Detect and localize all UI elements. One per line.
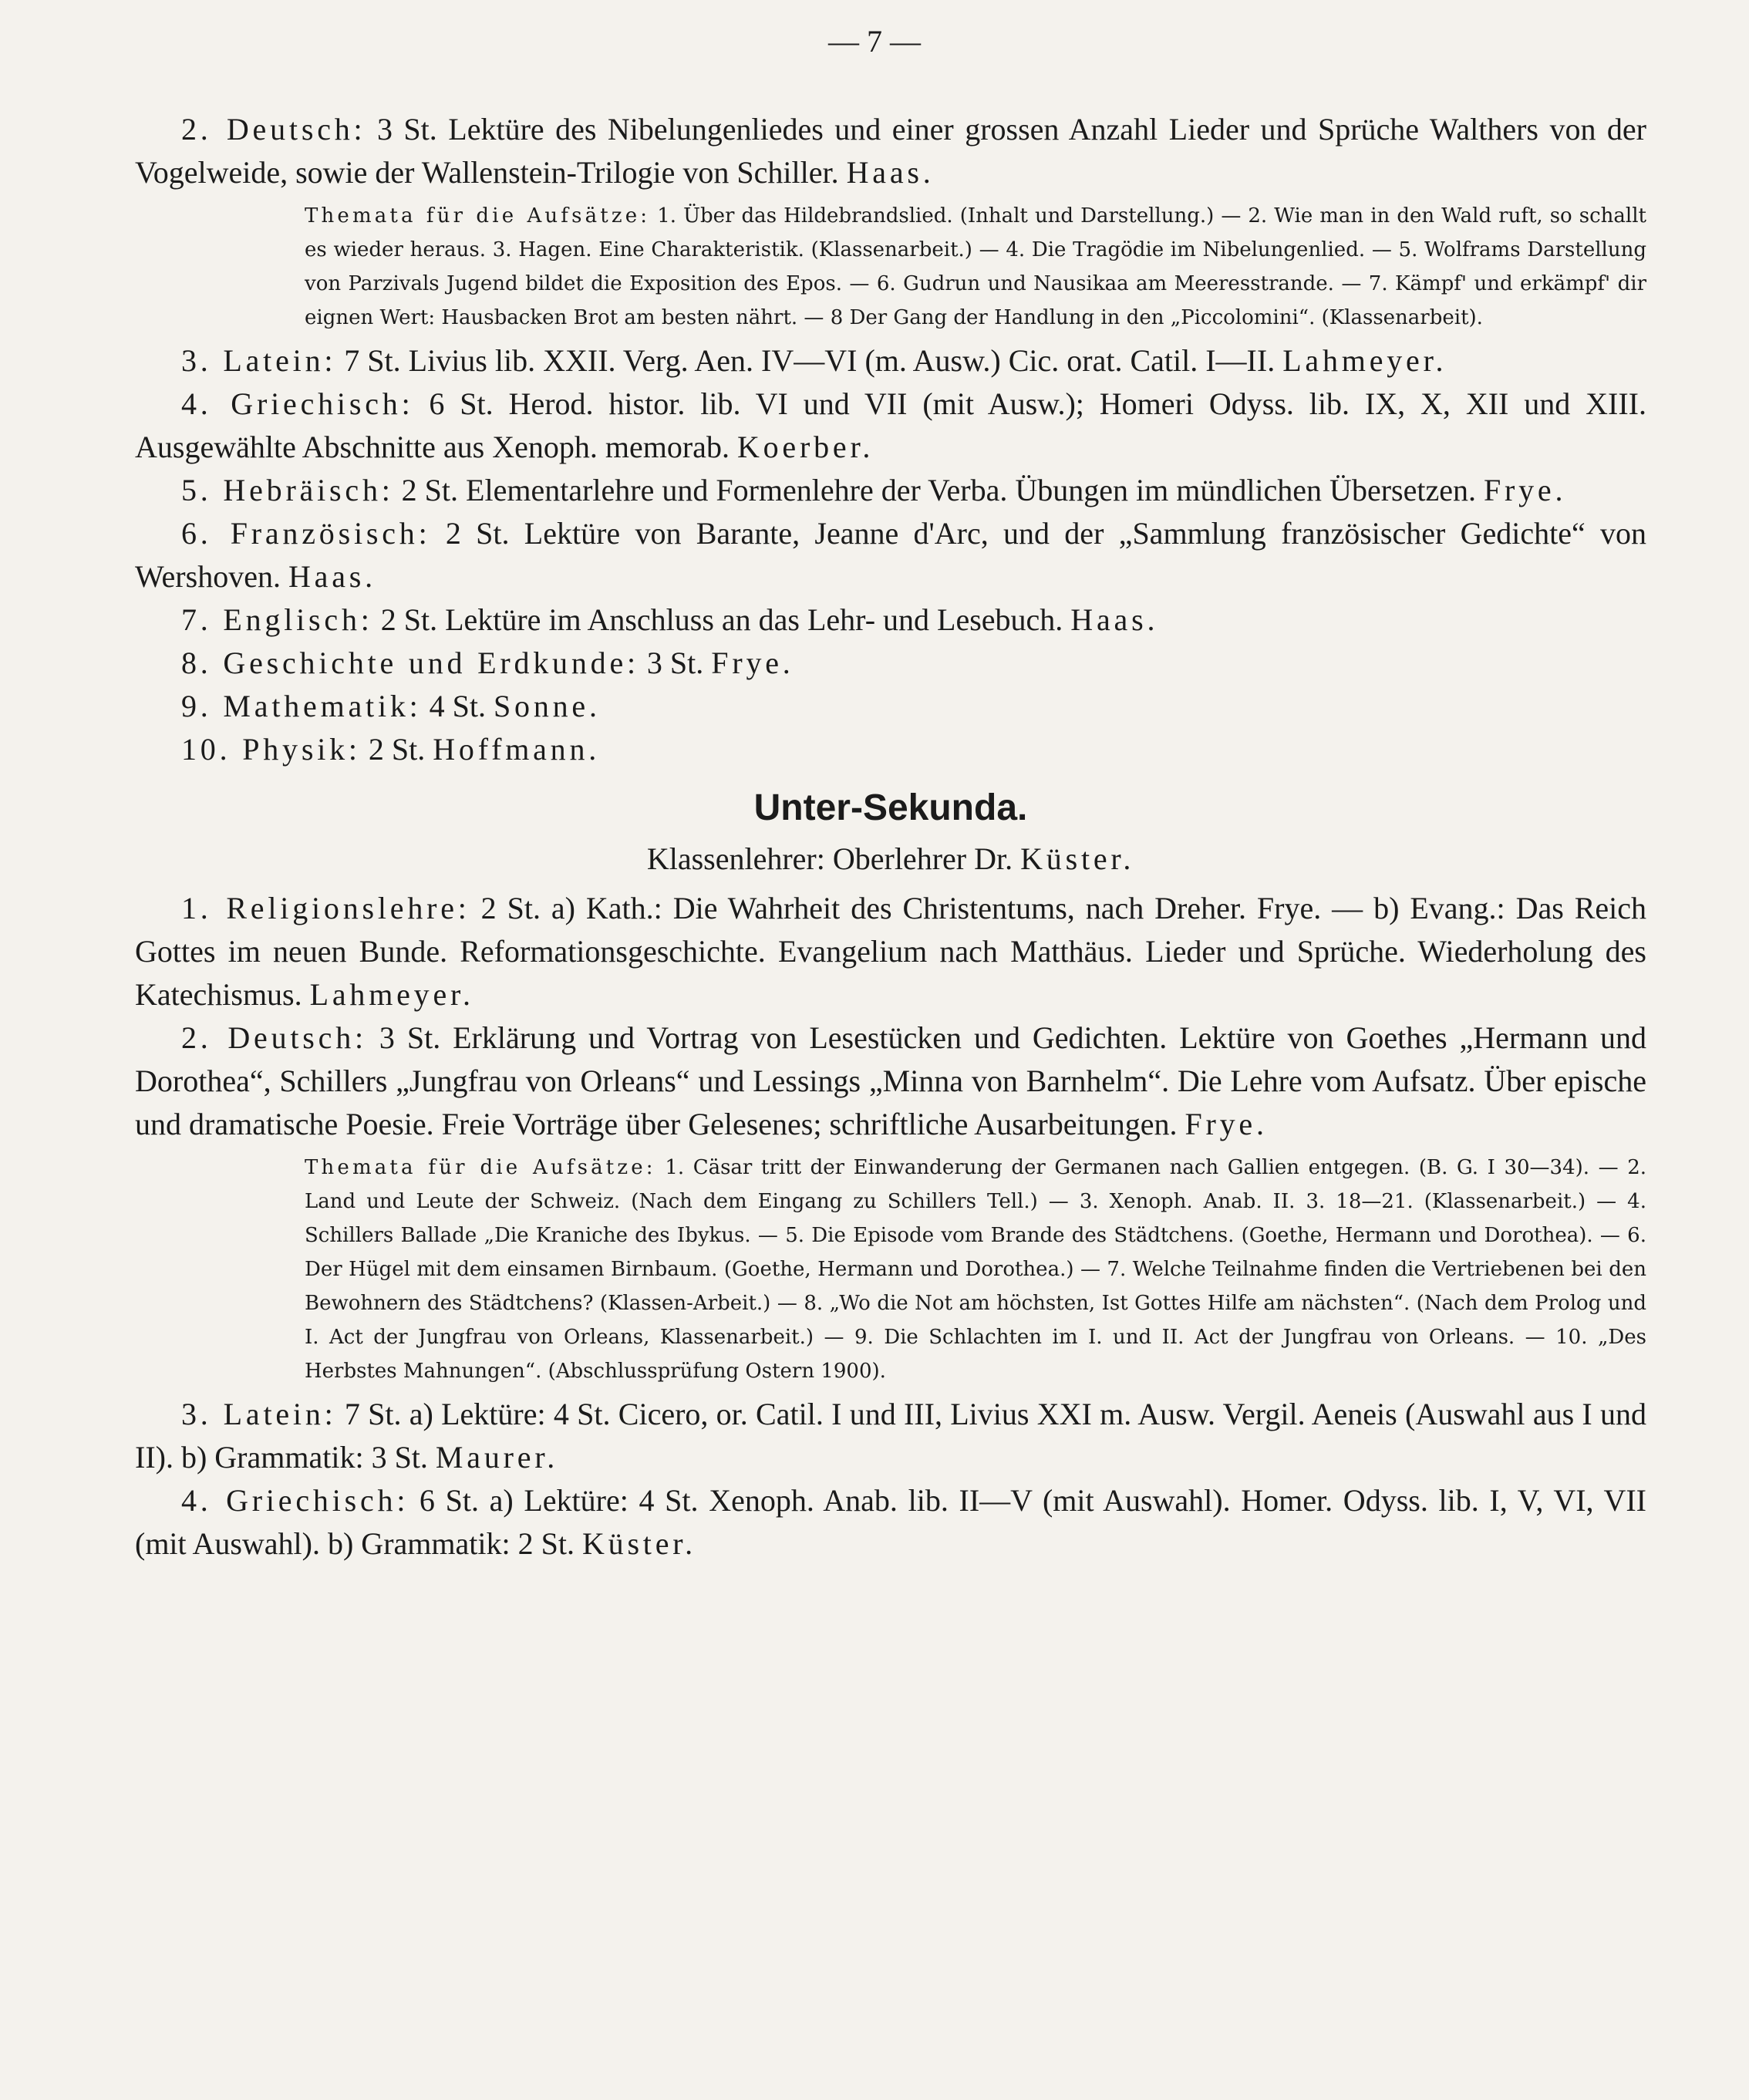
subject-label: 4. Griechisch: bbox=[181, 386, 414, 421]
subject-label: 1. Religionslehre: bbox=[181, 891, 470, 925]
subject-text: 2 St. Lektüre von Barante, Jeanne d'Arc, und der „Sammlung französischer Gedichte“ von Wershoven. bbox=[135, 516, 1647, 594]
class-teacher-name: Küster. bbox=[1020, 841, 1135, 876]
paragraph-franzoesisch-ober bbox=[135, 512, 1646, 598]
subject-text: 2 St. a) Kath.: Die Wahrheit des Christentums, nach Dreher. Frye. — b) Evang.: Das Reich Gottes im neuen Bunde. Reformationsgeschichte. Evangelium nach Matthäus. Lieder und Sprüche. Wiederholung des Katechismus. bbox=[135, 891, 1647, 1012]
teacher-name: Küster. bbox=[581, 1526, 696, 1561]
subject-text: 6 St. Herod. histor. lib. VI und VII (mit Ausw.); Homeri Odyss. lib. IX, X, XII und XIII. Ausgewählte Abschnitte aus Xenoph. memorab. bbox=[135, 386, 1647, 464]
document-body bbox=[135, 108, 1646, 1566]
teacher-name: Haas. bbox=[288, 559, 376, 594]
paragraph-deutsch-ober bbox=[135, 108, 1646, 194]
subject-label: 5. Hebräisch: bbox=[181, 473, 394, 507]
subject-label: 4. Griechisch: bbox=[181, 1483, 409, 1518]
paragraph-physik-ober bbox=[135, 728, 1646, 771]
subject-text: 2 St. Elementarlehre und Formenlehre der Verba. Übungen im mündlichen Übersetzen. bbox=[401, 473, 1476, 507]
teacher-name: Frye. bbox=[1483, 473, 1567, 507]
subject-text: 2 St. Lektüre im Anschluss an das Lehr- und Lesebuch. bbox=[380, 602, 1063, 637]
subject-label: 6. Französisch: bbox=[181, 516, 431, 551]
teacher-name: Frye. bbox=[1185, 1107, 1268, 1141]
teacher-name: Haas. bbox=[846, 155, 935, 190]
subject-text: 3 St. Lektüre des Nibelungenliedes und einer grossen Anzahl Lieder und Sprüche Walthers von der Vogelweide, sowie der Wallenstein-Trilogie von Schiller. bbox=[135, 112, 1646, 190]
paragraph-hebraeisch-ober bbox=[135, 469, 1646, 512]
themata-text: 1. Cäsar tritt der Einwanderung der Germanen nach Gallien entgegen. (B. G. I 30—34). — 2. Land und Leute der Schweiz. (Nach dem Eingang zu Schillers Tell.) — 3. Xenoph. Anab. II. 3. 18—21. (Klassenarbeit.) — 4. Schillers Ballade „Die Kraniche des Ibykus. — 5. Die Episode vom Brande des Städtchens. (Goethe, Hermann und Dorothea). — 6. Der Hügel mit dem einsamen Birnbaum. (Goethe, Hermann und Dorothea.) — 7. Welche Teilnahme finden die Vertriebenen bei den Bewohnern des Städtchens? (Klassen-Arbeit.) — 8. „Wo die Not am höchsten, Ist Gottes Hilfe am nächsten“. (Nach dem Prolog und I. Act der Jungfrau von Orleans, Klassenarbeit.) — 9. Die Schlachten im I. und II. Act der Jungfrau von Orleans. — 10. „Des Herbstes Mahnungen“. (Abschlussprüfung Ostern 1900). bbox=[305, 1156, 1647, 1383]
subject-label: 10. Physik: bbox=[181, 732, 361, 767]
themata-block-ober bbox=[305, 199, 1646, 335]
paragraph-englisch-ober bbox=[135, 598, 1646, 642]
subject-text: 4 St. bbox=[429, 689, 486, 723]
section-heading-unter-sekunda: Unter-Sekunda. bbox=[753, 787, 1028, 828]
subject-label: 2. Deutsch: bbox=[181, 112, 366, 147]
subject-label: 3. Latein: bbox=[181, 1397, 337, 1431]
subject-label: 8. Geschichte und Erdkunde: bbox=[181, 646, 639, 680]
paragraph-deutsch-unter bbox=[135, 1016, 1646, 1146]
teacher-name: Sonne. bbox=[493, 689, 601, 723]
paragraph-mathematik-ober bbox=[135, 685, 1646, 728]
page-number: — 7 — bbox=[828, 24, 921, 59]
teacher-name: Frye. bbox=[711, 646, 794, 680]
themata-text: 1. Über das Hildebrandslied. (Inhalt und Darstellung.) — 2. Wie man in den Wald ruft, so schallt es wieder heraus. 3. Hagen. Eine Charakteristik. (Klassenarbeit.) — 4. Die Tragödie im Nibelungenlied. — 5. Wolframs Darstellung von Parzivals Jugend bildet die Exposition des Epos. — 6. Gudrun und Nausikaa am Meeresstrande. — 7. Kämpf' und erkämpf' dir eignen Wert: Hausbacken Brot am besten nährt. — 8 Der Gang der Handlung in den „Piccolomini“. (Klassenarbeit). bbox=[305, 204, 1647, 329]
teacher-name: Hoffmann. bbox=[433, 732, 601, 767]
subject-text: 3 St. Erklärung und Vortrag von Lesestücken und Gedichten. Lektüre von Goethes „Hermann und Dorothea“, Schillers „Jungfrau von Orleans“ und Lessings „Minna von Barnhelm“. Die Lehre vom Aufsatz. Über epische und dramatische Poesie. Freie Vorträge über Gelesenes; schriftliche Ausarbeitungen. bbox=[135, 1020, 1647, 1141]
themata-block-unter bbox=[305, 1151, 1646, 1388]
subject-label: 2. Deutsch: bbox=[181, 1020, 367, 1055]
themata-label: Themata für die Aufsätze: bbox=[305, 204, 651, 228]
subject-text: 7 St. a) Lektüre: 4 St. Cicero, or. Catil. I und III, Livius XXI m. Ausw. Vergil. Aeneis (Auswahl aus I und II). b) Grammatik: 3 St. bbox=[135, 1397, 1647, 1475]
paragraph-religion-unter bbox=[135, 887, 1646, 1016]
teacher-name: Lahmeyer. bbox=[1282, 343, 1447, 378]
class-teacher-line bbox=[135, 838, 1646, 881]
paragraph-griechisch-ober bbox=[135, 383, 1646, 469]
teacher-name: Haas. bbox=[1070, 602, 1159, 637]
paragraph-latein-ober bbox=[135, 339, 1646, 383]
class-teacher-label: Klassenlehrer: Oberlehrer Dr. bbox=[646, 841, 1013, 876]
subject-label: 9. Mathematik: bbox=[181, 689, 422, 723]
paragraph-latein-unter bbox=[135, 1393, 1646, 1479]
teacher-name: Koerber. bbox=[736, 430, 874, 464]
subject-text: 3 St. bbox=[646, 646, 704, 680]
subject-label: 7. Englisch: bbox=[181, 602, 373, 637]
paragraph-geschichte-ober bbox=[135, 642, 1646, 685]
themata-label: Themata für die Aufsätze: bbox=[305, 1156, 656, 1179]
teacher-name: Maurer. bbox=[435, 1440, 559, 1475]
teacher-name: Lahmeyer. bbox=[309, 977, 474, 1012]
subject-text: 2 St. bbox=[368, 732, 426, 767]
subject-label: 3. Latein: bbox=[181, 343, 337, 378]
subject-text: 6 St. a) Lektüre: 4 St. Xenoph. Anab. lib. II—V (mit Auswahl). Homer. Odyss. lib. I, V, VI, VII (mit Auswahl). b) Grammatik: 2 St. bbox=[135, 1483, 1647, 1561]
paragraph-griechisch-unter bbox=[135, 1479, 1646, 1566]
subject-text: 7 St. Livius lib. XXII. Verg. Aen. IV—VI (m. Ausw.) Cic. orat. Catil. I—II. bbox=[344, 343, 1276, 378]
